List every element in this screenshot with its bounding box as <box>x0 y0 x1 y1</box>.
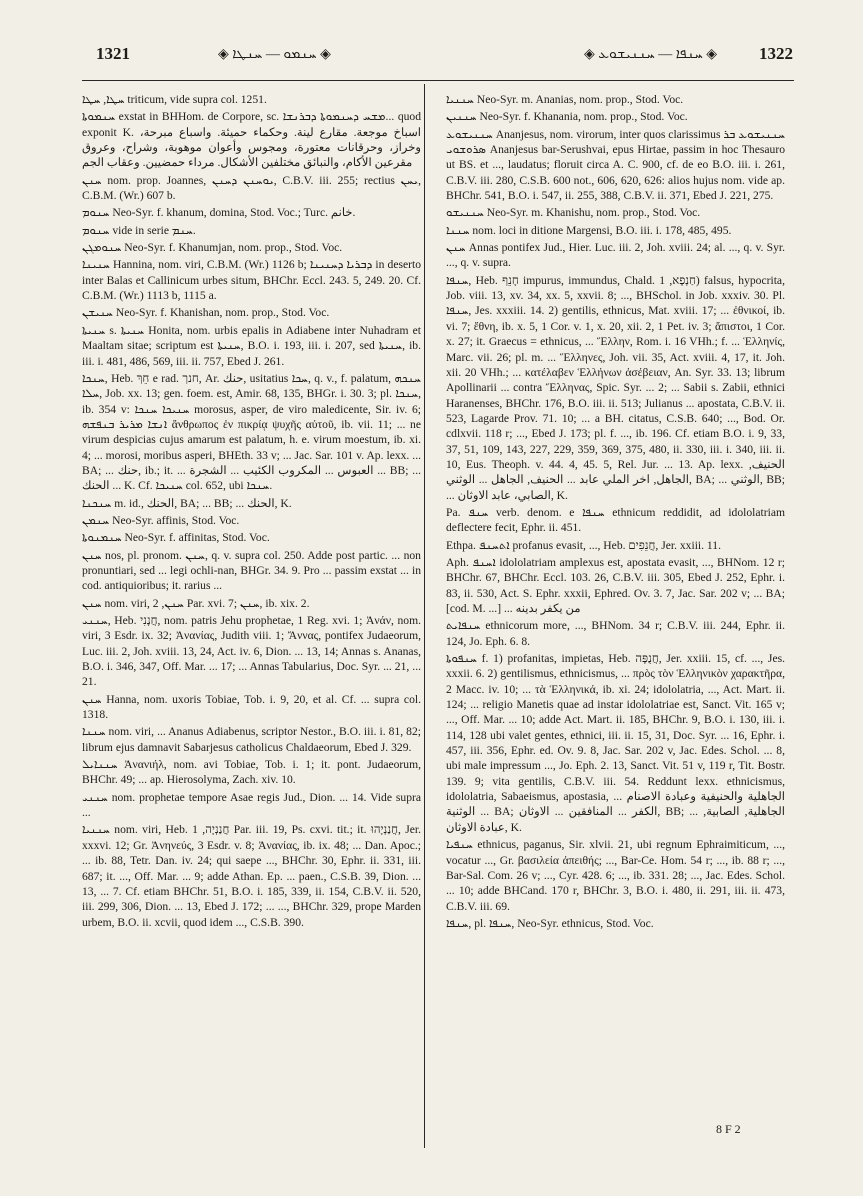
entry: ܚܢܢܐ nom. loci in ditione Margensi, B.O. iii. i. 178, 485, 495. <box>446 223 732 237</box>
left-column <box>82 92 421 932</box>
entry: ܚܢܢܐ nom. viri, ... Ananus Adiabenus, scriptor Nestor., B.O. iii. i. 81, 82; librum ejus damnavit Sabarjesus catholicus Chaldaeorum, Ebed J. 329. <box>82 725 421 754</box>
entry: ܚܢܡܢܘܬܐ Neo-Syr. f. affinitas, Stod. Voc. <box>82 531 270 545</box>
entry: ܚܢܢ nos, pl. pronom. ܚܢܢ, q. v. supra col. 250. Adde post partic. ... non pronuntiari, sed ... legi ochli-nan, BHGr. 34. 9. Pro ... passim exstat ... in cod. antiquioribus; it. rarius ... <box>82 548 421 593</box>
column-divider <box>424 84 425 1148</box>
entry: ܚܢܢܝܫܘ Neo-Syr. m. Khanishu, nom. prop., Stod. Voc. <box>446 206 701 220</box>
right-page-number: 1322 <box>759 44 793 63</box>
entry: ܚܢܟܢܐ m. id., الحنك, BA; ... BB; ... الحنك, K. <box>82 496 292 510</box>
entry: ܚܢܦܐ, Heb. חָנֵף impurus, immundus, Chald. חַנְפָא, 1) falsus, hypocrita, Job. viii. 13, xv. 34, xx. 5, xxvii. 8; ..., BHSchol. in Job. xxxiv. 30. Pl. ܚܢܦܐ, Jes. xxxiii. 14. 2) gentilis, ethnicus, Mat. xviii. 17; ... ἐθνικοί, ib. vi. 7; ἔθνη, ib. x. 5, 1 Cor. v. 1, x. 20, xii. 2, 1 Pet. iv. 3; ἄπιστοι, 1 Cor. x. 27; it. Graecus = ethnicus, ... Ἕλλην, Rom. i. 16 VHh.; f. ... Ἑλληνίς, Marc. vii. 26; pl. m. ... Ἕλληνες, Joh. vii. 35, Act. xviii. 4, 17, it. Joh. xii. 20 VHh.; ... κατέλαβεν Ἑλλήνων ἀσέβειαν, An. Syr. 33. 13; librum Apollinarii ... contra Ἕλληνας, Spic. Syr. ... 2; ... Sabii s. Zabii, ethnici Haranenses, BHChr. 176, B.O. iii. ii. 513; Julianus ... apostata, C.B.V. ii. 523, Lagarde Prov. 71. 10; ... a BH. citatus, C.S.B. 640; ..., Bod. Or. cdlxvii. 118 r; ..., Ebed J. 173; pl. f. ..., ib. 196. Cf. etiam B.O. i. 9, 33, 37, 51, 109, 143, 227, 229, 359, 369, 375, 480, ii. 330, iii. i. 340, iii. ii. 10, Eus. Theoph. v. 44. 4, 45. 5, Rel. Jur. ... 13. Ap. lexx. الحنيف, الجاهل, اخر الملي عابد ... الحنيف, الجاهل ... الوثني, BA; ... الوثني, BB; ... الصابي، عابد الاوثان, K. <box>446 273 786 502</box>
entry: ܚܢܢ Annas pontifex Jud., Hier. Luc. iii. 2, Joh. xviii. 24; al. ..., q. v. Syr. ..., q. v. supra. <box>446 241 785 270</box>
right-column <box>446 92 785 933</box>
entry: ܚܢܘܡ Neo-Syr. f. khanum, domina, Stod. Voc.; Turc. خانم. <box>82 206 356 220</box>
entry: ܚܢܢܝܫܘܥ Ananjesus, nom. virorum, inter quos clarissimus ܚܢܢܝܫܘܥ ܒܪ ܣܪܘܫܘܝ Ananjesus bar-Serushvai, epus Hirtae, passim in hoc Thesauro ut BS. et ..., laudatus; floruit circa A. C. 900, cf. de eo B.O. iii. i. 261, C.B.V. iii. 280, C.S.B. 600 not., 606, 620, 626: alios hujus nom. vide ap. BHChr. 541, B.O. i. 547, ii. 255, 388, C.B.V. ii. 371, Ebed J. 221, 275. <box>446 127 786 203</box>
entry: Pa. ܚܢܦ verb. denom. e ܚܢܦܐ ethnicum reddidit, ad idololatriam deflectere fecit, Ephr. ii. 451. <box>446 505 786 535</box>
entry: ܚܢܢܝܐ nom. viri, Heb. חֲנַנְיָה, 1 Par. iii. 19, Ps. cxvi. tit.; it. חֲנַנְיָהוּ, Jer. xxxvi. 12; Gr. Ἀνηνεύς, 3 Esdr. v. 8; Ἀνανίας, ib. ix. 48; ... Dan. Apoc.; ... ib. 88, Tetr. Dan. iv. 24; qui saepe ..., BHChr. 30, Ephr. ii. 331, iii. 687; it. ..., Off. Mar. ... 9; adde Athan. Ep. ... paen., C.S.B. 39, Dion. ... 13, ... 7. Cf. etiam BHChr. 51, B.O. i. 185, 339, ii. 154, C.B.V. ii. 520, iii. 299, 306, Dion. ... 13, Ebed J. 172; ... ..., BHChr. 329, prope Marden urbem, B.O. ii. xcvii, quod idem ..., C.S.B. 390. <box>82 823 421 929</box>
entry: ܚܢܢܝܐ Neo-Syr. m. Ananias, nom. prop., Stod. Voc. <box>446 93 684 106</box>
entry: ܚܢܘܡܓܢ Neo-Syr. f. Khanumjan, nom. prop., Stod. Voc. <box>82 241 343 255</box>
entry: ܚܛܐ, ܚܛܐ triticum, vide supra col. 1251. <box>82 93 267 106</box>
entry: ܚܢܘܡ vide in serie ܚܢܡ. <box>82 223 196 237</box>
entry: ܚܢܢܝ, Heb. חֲנָנִי, nom. patris Jehu prophetae, 1 Reg. xvi. 1; Ἀνάν, nom. viri, 3 Esdr. ix. 32; Ἀνανίας, Judith viii. 1; Ἄννας, pontifex Judaeorum, Luc. iii. 2, Joh. xviii. 13, 24, Act. iv. 6, Dion. ... 13, 14; Annas s. Ananas, B.O. i. 346, 347, Off. Mar. ... 17; ... Annas Tabularius, Doc. Syr. ... 21, ... 21. <box>82 614 421 689</box>
left-running-title: ◈ ܚܢܡܘ — ܚܢܛܐ ◈ <box>218 47 331 62</box>
entry: Ethpa. ܐܬܚܢܦ profanus evasit, ..., Heb. חֲנֵפִים, Jer. xxiii. 11. <box>446 538 721 552</box>
left-page-number: 1321 <box>96 44 130 63</box>
right-running-title: ◈ ܚܢܦܐ — ܚܢܢܝܫܘܥ ◈ <box>584 47 718 62</box>
entry: ܚܢܢ Hanna, nom. uxoris Tobiae, Tob. i. 9, 20, et al. Cf. ... supra col. 1318. <box>82 692 421 722</box>
entry: ܚܢܢ nom. viri, ܚܢܢ, 2 Par. xvi. 7; ܚܢܢ, ib. xix. 2. <box>82 596 310 610</box>
entry: ܚܢܢܝܢ Neo-Syr. f. Khanania, nom. prop., Stod. Voc. <box>446 110 688 124</box>
entry: ܚܢܟܐ, Heb. חֵךְ e rad. חנך, Ar. حنك, usitatius ܚܟܐ, q. v., f. palatum, ܚܢܟܗ ܚܠܐ, Job. xx. 13; gen. foem. est, Amir. 68, 135, BHGr. i. 30. 3; pl. ܚܢܟܐ, ib. 354 v: ܚܢܝܟܐ ܚܢܟܐ morosus, asper, de viro maledicente, Sir. iv. 6; ܐܢܫܐ ܡܪܝܪ ܒܢܦܫܗ ἄνθρωπος ἐν πικρίᾳ ψυχῆς αὐτοῦ, ib. vii. 11; ... ne virum despicias cujus amarum est palatum, h. e. virum moestum, ib. xi. 4; ... morosi, moribus asperi, BHEth. 33 v; ... Jac. Sar. 101 v. Ap. lexx. ... BA; ... حنك, ib.; it. ... العبوس ... المكروب الكئيب ... الشجرة ... BB; ... الحنك ... K. Cf. ܚܢܝܟܐ col. 652, ubi ܚܢܟܐ. <box>82 371 422 493</box>
signature-mark: 8 F 2 <box>716 1122 741 1136</box>
entry: ܚܢܢ nom. prop. Joannes, ܝܘܚܢܢ ܕܚܢܢ, C.B.V. iii. 255; rectius ܝܚܢ, C.B.M. (Wr.) 607 b. <box>82 173 421 203</box>
header-rule <box>82 80 794 81</box>
entry: ܚܢܡܢ Neo-Syr. affinis, Stod. Voc. <box>82 513 240 527</box>
entry: ܚܢܡܘܬܐ exstat in BHHom. de Corpore, sc. ܡܫܚ ܕܚܢܡܘܬܐ ܕܒܪܢܫܐ... quod exponit K. اسباخ موجعة. مقارع لينة. وحكماء حميئة. واسباع مبرحة، وخراز، وحرقانات معتورة، ومجوس وأعوان موهوبة، وشراح، وعروق مقرعين الأكام، والنبائق مختلفين الأشكال. مرداء حمضيين. وعقاب الجم <box>82 110 422 170</box>
entry: ܚܢܢܐܝܠ Ἀνανιήλ, nom. avi Tobiae, Tob. i. 1; it. pont. Judaeorum, BHChr. 49; ... ap. Hierosolyma, Zach. xiv. 10. <box>82 758 421 787</box>
entry: ܚܢܦܐ, pl. ܚܢܦܐ, Neo-Syr. ethnicus, Stod. Voc. <box>446 916 654 930</box>
entry: ܚܢܝܢܐ Hannina, nom. viri, C.B.M. (Wr.) 1126 b; ܕܒܪܝܐ ܕܚܢܝܢܐ in deserto inter Balas et Callinicum urbes situm, BHChr. Eccl. 243. 5, 249. 20. Cf. C.B.M. (Wr.) 1113 b, 1115 a. <box>82 258 421 303</box>
page-header <box>0 44 863 74</box>
entry: ܚܢܦܘܬܐ f. 1) profanitas, impietas, Heb. חֲנֻפָּה, Jer. xxiii. 15, cf. ..., Jes. xxxii. 6. 2) gentilismus, ethnicismus, ... πρὸς τὸν Ἑλληνικὸν χαρακτῆρα, 2 Macc. iv. 10; ... τὰ Ἑλληνικά, ib. xi. 24; idololatria, ..., Act. Mart. ii. 124; ... religio Manetis quae ad instar idololatriae est, Sanct. Vit. 165 v; ..., Off. Mar. ... 10; adde Act. Mart. ii. 185, BHChr. 9, B.O. i. 130, iii. i. 114, 128 ubi valet gentes, ethnici, iii. ii. 15, 31, Doc. Syr. ... 16, Ephr. i. 457, iii. 356, Ephr. ed. Ov. 9. 8, Jac. Sar. 202 v, Jac. Edes. Schol. ... 8, ubi male impressum ..., Jo. Eph. 2. 13, Sanct. Vit. 51 v, 119 r, Tit. Bostr. 139. 9; vita gentilis, C.B.V. iii. 54. Reddunt lexx. ethnicismus, idololatria, Sabaeismus, apostasia, الجاهلية والحنيفية وعبادة الاصنام ... الوثنية ... BA; الكفر ... المنافقين ... الاوثان, BB; ... الجاهلية, الصابية, عبادة الاوثان, K. <box>446 652 786 834</box>
entry: ܚܢܢܝ nom. prophetae tempore Asae regis Jud., Dion. ... 14. Vide supra ... <box>82 790 421 820</box>
entry: ܚܢܦܐܝܬ ethnicorum more, ..., BHNom. 34 r; C.B.V. iii. 244, Ephr. ii. 124, Jo. Eph. 6. 8. <box>446 619 785 648</box>
entry: ܚܢܦܝܐ ethnicus, paganus, Sir. xlvii. 21, ubi regnum Ephraimiticum, ..., vocatur ..., Gr. βασιλεία ἀπειθής; ..., Bar-Ce. Hom. 54 r; ..., ib. 88 r; ..., Bar-Sal. Com. 26 v; ..., Cyr. 428. 6; ..., ib. 331. 28; ..., Jac. Edes. Schol. ... 10; adde BHCand. 170 r, BHChr. 3, B.O. i. 480, ii. 291, iii. ii. 473, C.B.V. iii. 69. <box>446 838 785 913</box>
entry: ܚܢܝܫܢ Neo-Syr. f. Khanishan, nom. prop., Stod. Voc. <box>82 306 330 320</box>
entry: ܚܢܝܬܐ s. ܚܢܝܬܐ Honita, nom. urbis epalis in Adiabene inter Nuhadram et Maaltam sitae; scriptum est ܚܢܝܬܐ, B.O. i. 193, iii. i. 207, sed ܚܢܝܬܐ, ib. iii. i. 481, 486, 569, iii. ii. 757, Ebed J. 261. <box>82 323 422 368</box>
entry: Aph. ܐܚܢܦ idololatriam amplexus est, apostata evasit, ..., BHNom. 12 r; BHChr. 67, BHChr. Eccl. 103. 26, C.B.V. iii. 305, Ebed J. 252, Ephr. i. 83, ii. 530, Act. S. Ephr. xxxii, Ephred. Ov. 3. 7, Jac. Sar. 202 v; ... BA; [cod. M. ...] ... من يكفر بدينه <box>446 555 785 615</box>
